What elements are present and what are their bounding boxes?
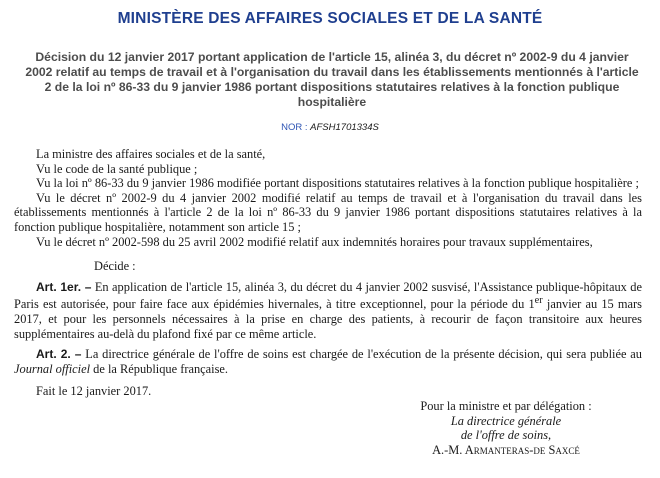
visa-item: Vu la loi nº 86-33 du 9 janvier 1986 modifiée portant dispositions statutaires relatives à la fonction publique hospitalière ;: [36, 176, 639, 191]
article-2: [14, 347, 642, 376]
decide-line: Décide :: [94, 259, 136, 274]
article-1-text-b: janvier au 15 mars 2017, et pour les personnels nécessaires à la prise en charge des patients, à recourir de façon transitoire aux heures supplémentaires au-delà du plafond fixé par ce même article.: [14, 297, 642, 341]
article-2-label: Art. 2. –: [36, 347, 82, 362]
nor-value: AFSH1701334S: [310, 122, 379, 133]
decision-title: Décision du 12 janvier 2017 portant application de l'article 15, alinéa 3, du décret nº 2002-9 du 4 janvier 2002 relatif au temps de travail et à l'organisation du travail dans les établissements mentionnés à l'article 2 de la loi nº 86-33 du 9 janvier 1986 portant dispositions statutaires relatives à la fonction publique hospitalière: [25, 50, 639, 109]
done-date: Fait le 12 janvier 2017.: [36, 384, 152, 399]
article-2-text-a: La directrice générale de l'offre de soins est chargée de l'exécution de la présente décision, qui sera publiée au: [81, 347, 642, 362]
visa-item: Vu le décret nº 2002-598 du 25 avril 2002 modifié relatif aux indemnités horaires pour travaux supplémentaires,: [36, 234, 593, 249]
ministry-heading: MINISTÈRE DES AFFAIRES SOCIALES ET DE LA SANTÉ: [117, 10, 543, 27]
nor-reference: [0, 122, 660, 133]
intro-line: La ministre des affaires sociales et de la santé,: [36, 147, 266, 161]
journal-officiel: Journal officiel: [14, 361, 91, 376]
article-1-superscript: er: [534, 295, 543, 307]
signature-delegation: Pour la ministre et par délégation :: [420, 399, 592, 413]
signature-block: [376, 399, 636, 457]
visa-item: Vu le code de la santé publique ;: [36, 161, 198, 176]
article-1-text-a: En application de l'article 15, alinéa 3, du décret du 4 janvier 2002 susvisé, l'Assistance publique-hôpitaux de Paris est autorisée, pour faire face aux épidémies hivernales, à titre exceptionnel, pour la période du: [14, 279, 643, 312]
signature-name: A.-M. Armanteras-de Saxcé: [432, 442, 580, 457]
signature-role: La directrice générale: [450, 413, 562, 428]
article-1-sup-day: 1: [528, 297, 535, 312]
article-1: [14, 280, 642, 342]
decision-body: [14, 147, 642, 399]
article-2-text-b: de la République française.: [90, 361, 229, 376]
visa-item: Vu le décret nº 2002-9 du 4 janvier 2002 modifié relatif au temps de travail et à l'organisation du travail dans les établissements mentionnés à l'article 2 de la loi nº 86-33 du 9 janvier 1986 portant dispositions statutaires relatives à la fonction publique hospitalière, notamment son article 15 ;: [14, 190, 642, 234]
nor-label: NOR :: [281, 122, 308, 133]
signature-role-cont: de l'offre de soins,: [460, 428, 552, 443]
article-1-label: Art. 1er. –: [36, 279, 92, 294]
